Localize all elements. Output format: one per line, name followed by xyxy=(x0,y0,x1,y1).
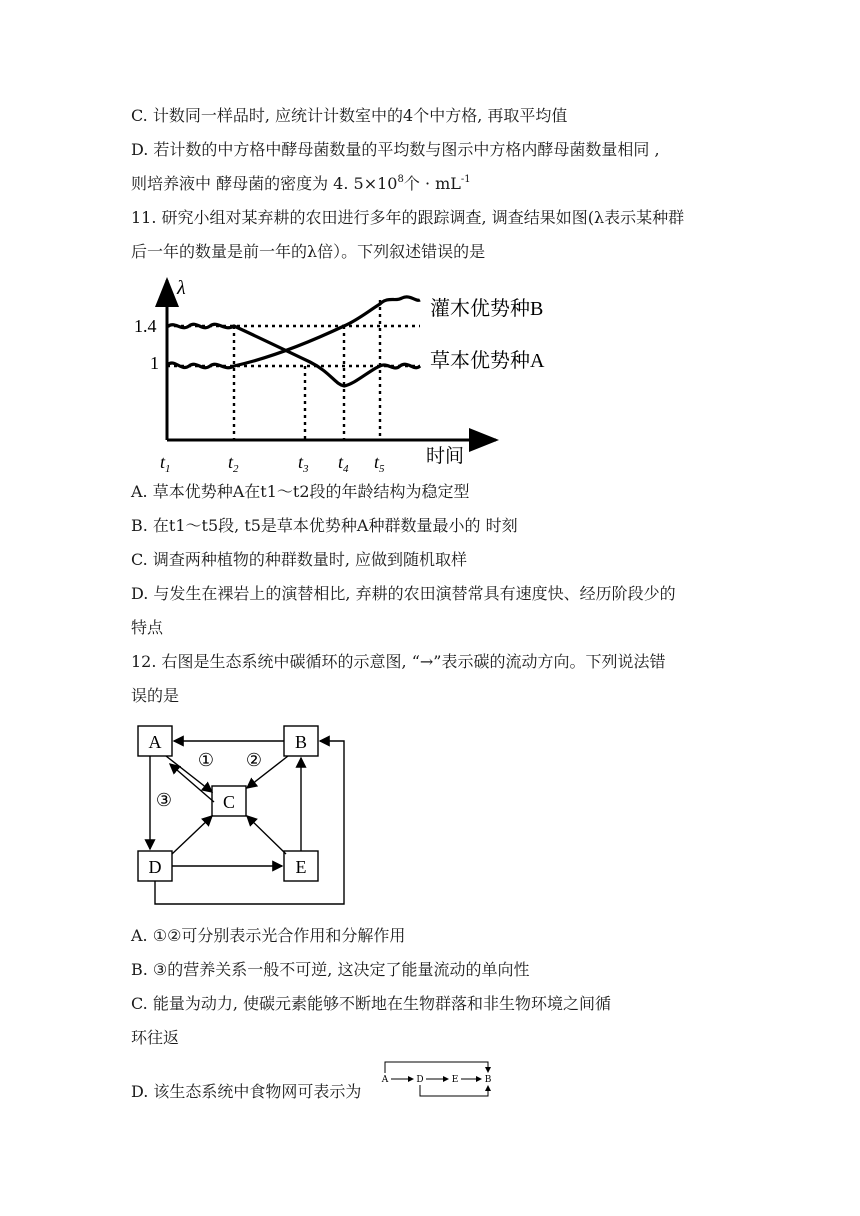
mark-3: ③ xyxy=(155,790,173,810)
y-axis-label: λ xyxy=(177,277,186,299)
node-c: C xyxy=(222,792,236,812)
q10-option-c: C. 计数同一样品时, 应统计计数室中的4个中方格, 再取平均值 xyxy=(131,106,568,125)
arrow-e-to-c xyxy=(247,816,286,854)
q11-option-a: A. 草本优势种A在t1～t2段的年龄结构为稳定型 xyxy=(131,482,470,501)
x-axis-label: 时间 xyxy=(426,446,465,467)
series-b-curve xyxy=(167,324,420,386)
q11-stem-line2: 后一年的数量是前一年的λ倍）。下列叙述错误的是 xyxy=(131,242,486,261)
x-tick-t2: $t_2$ xyxy=(228,452,239,475)
mark-2: ② xyxy=(245,750,263,770)
q11-option-c: C. 调查两种植物的种群数量时, 应做到随机取样 xyxy=(131,550,468,569)
q10-option-d-line2 xyxy=(131,174,471,194)
node-a: A xyxy=(148,732,162,752)
q12-option-a: A. ①②可分别表示光合作用和分解作用 xyxy=(131,926,406,945)
x-tick-t1: $t_1$ xyxy=(160,452,171,475)
q12-stem-line2: 误的是 xyxy=(131,686,180,705)
x-tick-t3: $t_3$ xyxy=(298,452,309,475)
mark-1: ① xyxy=(197,750,215,770)
q11-stem-line1: 11. 研究小组对某弃耕的农田进行多年的跟踪调查, 调查结果如图(λ表示某种群 xyxy=(131,208,685,227)
q10-option-d-text: 则培养液中 酵母菌的密度为 4. 5×10 xyxy=(131,174,398,193)
x-tick-t4: $t_4$ xyxy=(338,452,349,475)
food-web-diagram xyxy=(380,1058,500,1100)
q11-option-d-line2: 特点 xyxy=(131,618,164,637)
series-a-label: 草本优势种A xyxy=(430,350,545,372)
food-web-d: D xyxy=(416,1075,424,1085)
carbon-cycle-figure xyxy=(128,716,358,920)
carbon-cycle-diagram xyxy=(128,716,358,916)
q12-option-c-line2: 环往返 xyxy=(131,1028,180,1047)
unit-exponent: -1 xyxy=(460,174,471,185)
x-tick-t5: $t_5$ xyxy=(374,452,385,475)
food-arrow-d-b-bottom xyxy=(420,1085,488,1096)
food-web-b: B xyxy=(484,1075,492,1085)
series-a-curve xyxy=(167,297,420,368)
q11-option-d-line1: D. 与发生在裸岩上的演替相比, 弃耕的农田演替常具有速度快、经历阶段少的 xyxy=(131,584,676,603)
y-tick-1: 1 xyxy=(150,353,159,373)
q10-option-d-line1: D. 若计数的中方格中酵母菌数量的平均数与图示中方格内酵母菌数量相同 , xyxy=(131,140,660,159)
y-tick-1-4: 1.4 xyxy=(134,316,157,336)
q10-option-d-unit: 个 · mL xyxy=(403,174,461,193)
q12-option-d: D. 该生态系统中食物网可表示为 xyxy=(131,1082,362,1101)
q12-option-b: B. ③的营养关系一般不可逆, 这决定了能量流动的单向性 xyxy=(131,960,530,979)
food-web-e: E xyxy=(451,1075,459,1085)
lambda-chart-figure xyxy=(130,272,555,481)
exponent: 8 xyxy=(397,174,404,185)
node-d: D xyxy=(148,857,162,877)
series-b-label: 灌木优势种B xyxy=(430,298,544,320)
food-web-figure xyxy=(380,1058,500,1104)
q11-option-b: B. 在t1～t5段, t5是草本优势种A种群数量最小的 时刻 xyxy=(131,516,518,535)
q12-option-c-line1: C. 能量为动力, 使碳元素能够不断地在生物群落和非生物环境之间循 xyxy=(131,994,612,1013)
q12-stem-line1: 12. 右图是生态系统中碳循环的示意图, “→”表示碳的流动方向。下列说法错 xyxy=(131,652,666,671)
node-b: B xyxy=(294,732,308,752)
arrow-d-to-c xyxy=(172,816,212,854)
node-e: E xyxy=(295,857,307,877)
lambda-chart xyxy=(130,272,555,477)
food-web-a: A xyxy=(381,1075,389,1085)
food-arrow-a-b-top xyxy=(385,1062,488,1073)
